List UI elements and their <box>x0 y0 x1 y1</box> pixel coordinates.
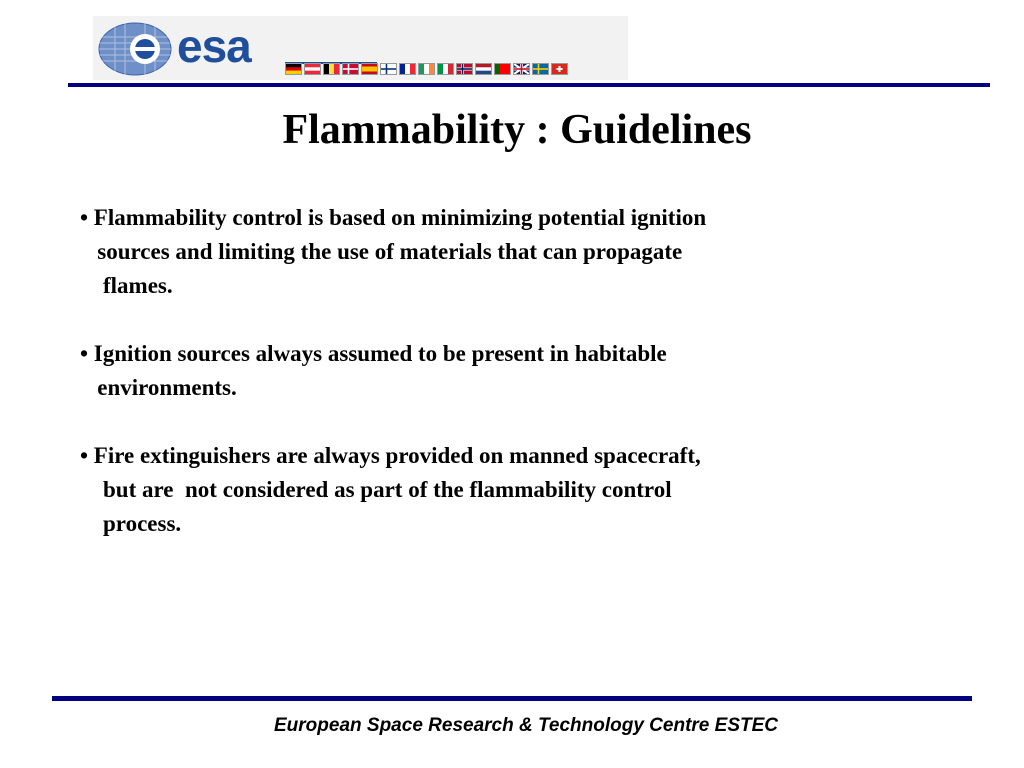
germany-flag-icon <box>286 64 301 74</box>
member-state-flags <box>286 64 567 76</box>
slide-title: Flammability : Guidelines <box>282 107 752 153</box>
sweden-flag-icon <box>533 64 548 74</box>
austria-flag-icon <box>305 64 320 74</box>
portugal-flag-icon <box>495 64 510 74</box>
netherlands-flag-icon <box>476 64 491 74</box>
bullet-line: • Ignition sources always assumed to be present in habitable <box>80 341 667 366</box>
bullet-item <box>80 439 910 541</box>
finland-flag-icon <box>381 64 396 74</box>
switzerland-flag-icon <box>552 64 567 74</box>
esa-logo <box>93 16 628 80</box>
italy-flag-icon <box>438 64 453 74</box>
bullet-line: environments. <box>80 375 237 400</box>
footer-divider <box>52 696 972 701</box>
bullet-list <box>80 201 910 575</box>
belgium-flag-icon <box>324 64 339 74</box>
bullet-line: flames. <box>80 273 173 298</box>
header-divider <box>68 83 990 87</box>
bullet-item <box>80 201 910 303</box>
footer-text: European Space Research & Technology Centre ESTEC <box>274 715 778 736</box>
bullet-line: but are not considered as part of the flammability control <box>80 477 672 502</box>
denmark-flag-icon <box>343 64 358 74</box>
bullet-line: • Fire extinguishers are always provided on manned spacecraft, <box>80 443 701 468</box>
bullet-item <box>80 337 910 405</box>
esa-logo-text: esa <box>177 20 251 72</box>
france-flag-icon <box>400 64 415 74</box>
bullet-line: sources and limiting the use of materials that can propagate <box>80 239 683 264</box>
spain-flag-icon <box>362 64 377 74</box>
united-kingdom-flag-icon <box>514 64 529 74</box>
esa-globe-icon <box>95 21 175 77</box>
bullet-line: process. <box>80 511 182 536</box>
bullet-line: • Flammability control is based on minimizing potential ignition <box>80 205 707 230</box>
ireland-flag-icon <box>419 64 434 74</box>
norway-flag-icon <box>457 64 472 74</box>
